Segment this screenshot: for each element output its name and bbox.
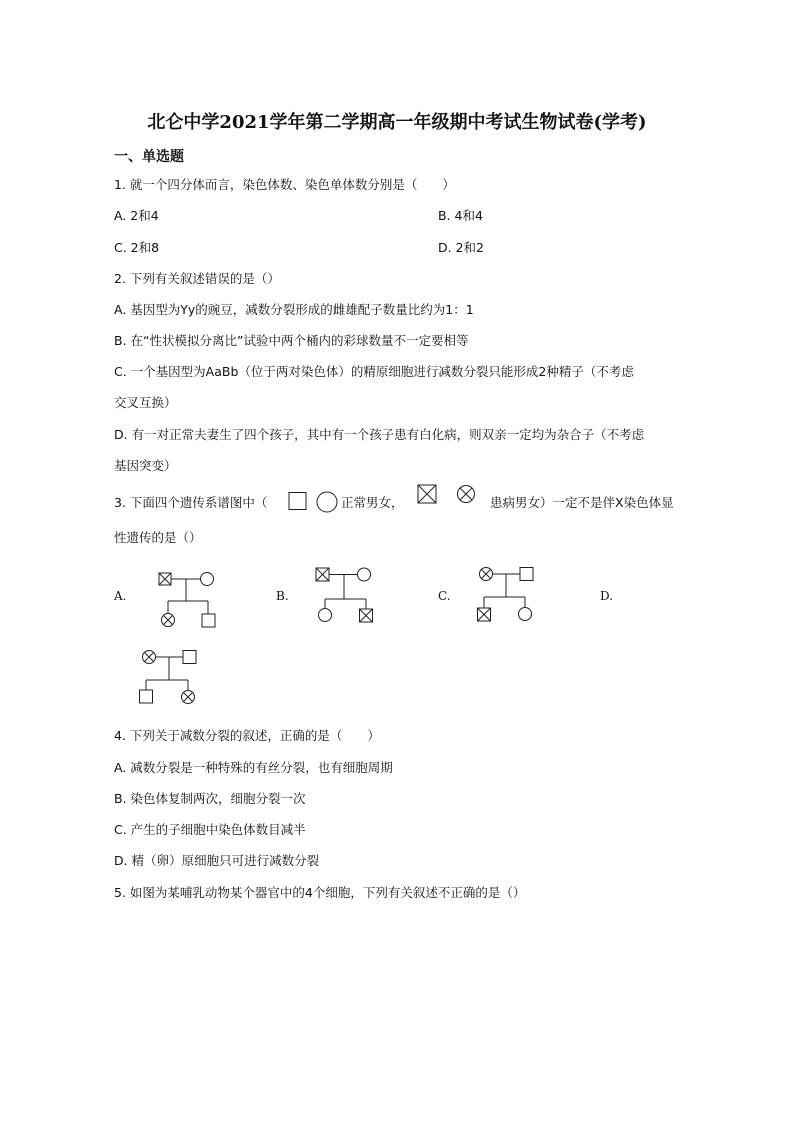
q4-option-b: B. 染色体复制两次，细胞分裂一次 xyxy=(114,791,306,806)
q4-option-a: A. 减数分裂是一种特殊的有丝分裂，也有细胞周期 xyxy=(114,760,393,775)
q2-option-a: A. 基因型为Yy的豌豆，减数分裂形成的雌雄配子数量比约为1：1 xyxy=(114,302,474,317)
section-heading: 一、单选题 xyxy=(114,149,184,165)
pedigree-b xyxy=(308,562,388,632)
q4-option-d: D. 精（卵）原细胞只可进行减数分裂 xyxy=(114,853,320,868)
normal-male-icon xyxy=(289,493,306,510)
pedigree-a xyxy=(150,565,230,635)
q4-option-c: C. 产生的子细胞中染色体数目减半 xyxy=(114,822,306,837)
q2-stem: 2. 下列有关叙述错误的是（） xyxy=(114,271,280,286)
q3-stem-part1: 3. 下面四个遗传系谱图中（ xyxy=(114,495,268,510)
pedigree-label-d: D. xyxy=(600,589,614,603)
q1-option-d: D. 2和2 xyxy=(438,240,484,255)
pedigree-label-c: C. xyxy=(438,589,451,603)
affected-female-icon xyxy=(458,486,475,503)
affected-male-female-legend xyxy=(416,483,480,507)
q1-option-a: A. 2和4 xyxy=(114,208,159,223)
q2-option-b: B. 在“性状模拟分离比”试验中两个桶内的彩球数量不一定要相等 xyxy=(114,333,469,348)
q4-stem: 4. 下列关于减数分裂的叙述，正确的是（ ） xyxy=(114,728,380,743)
exam-title: 北仑中学2021学年第二学期高一年级期中考试生物试卷(学考) xyxy=(147,112,647,133)
pedigree-label-a: A. xyxy=(114,589,127,603)
pedigree-d xyxy=(132,644,212,714)
q1-option-c: C. 2和8 xyxy=(114,240,160,255)
q2-option-c-line2: 交叉互换） xyxy=(114,395,177,410)
pedigree-label-b: B. xyxy=(276,589,289,603)
q2-option-c-line1: C. 一个基因型为AaBb（位于两对染色体）的精原细胞进行减数分裂只能形成2种精子（不考虑 xyxy=(114,364,634,379)
q1-option-b: B. 4和4 xyxy=(438,208,483,223)
q3-stem-part2: 正常男女， xyxy=(341,495,404,510)
affected-male-icon xyxy=(418,485,436,503)
q2-option-d-line1: D. 有一对正常夫妻生了四个孩子，其中有一个孩子患有白化病，则双亲一定均为杂合子（不考虑 xyxy=(114,427,645,442)
q2-option-d-line2: 基因突变） xyxy=(114,458,177,473)
q5-stem: 5. 如图为某哺乳动物某个器官中的4个细胞，下列有关叙述不正确的是（） xyxy=(114,885,526,900)
q1-stem: 1. 就一个四分体而言，染色体数、染色单体数分别是（ ） xyxy=(114,177,455,192)
normal-female-icon xyxy=(317,492,337,512)
q3-stem-part4: 性遗传的是（） xyxy=(114,530,202,545)
normal-male-female-legend xyxy=(287,491,347,513)
pedigree-c xyxy=(470,560,550,630)
q3-stem-part3: 患病男女）一定不是伴X染色体显 xyxy=(490,495,674,510)
